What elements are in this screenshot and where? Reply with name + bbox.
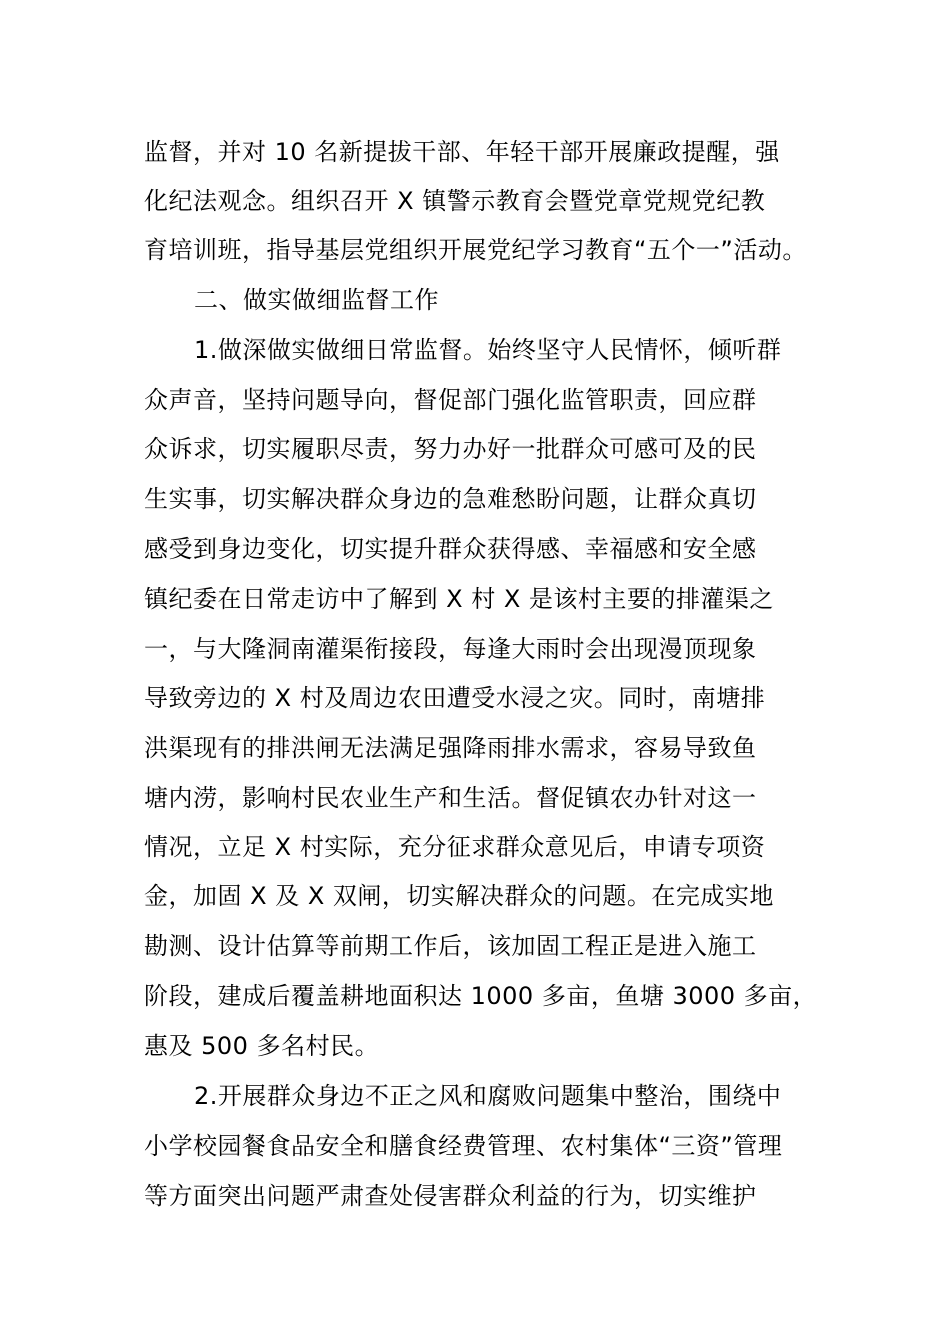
text-line: 洪渠现有的排洪闸无法满足强降雨排水需求，容易导致鱼 xyxy=(144,734,757,762)
text-line: 监督，并对 10 名新提拔干部、年轻干部开展廉政提醒，强 xyxy=(144,138,780,166)
text-line: 众声音，坚持问题导向，督促部门强化监管职责，回应群 xyxy=(144,386,757,414)
text-line: 2.开展群众身边不正之风和腐败问题集中整治，围绕中 xyxy=(194,1082,782,1110)
text-line: 阶段，建成后覆盖耕地面积达 1000 多亩，鱼塘 3000 多亩， xyxy=(144,982,818,1010)
text-line: 化纪法观念。组织召开 X 镇警示教育会暨党章党规党纪教 xyxy=(144,187,766,215)
text-line: 育培训班，指导基层党组织开展党纪学习教育“五个一”活动。 xyxy=(144,236,807,264)
text-line: 勘测、设计估算等前期工作后，该加固工程正是进入施工 xyxy=(144,932,757,960)
text-line: 众诉求，切实履职尽责，努力办好一批群众可感可及的民 xyxy=(144,435,757,463)
text-line: 导致旁边的 X 村及周边农田遭受水浸之灾。同时，南塘排 xyxy=(144,684,766,712)
text-line: 生实事，切实解决群众身边的急难愁盼问题，让群众真切 xyxy=(144,485,757,513)
section-heading: 二、做实做细监督工作 xyxy=(194,286,439,314)
text-line: 塘内涝，影响村民农业生产和生活。督促镇农办针对这一 xyxy=(144,784,757,812)
text-line: 一，与大隆洞南灌渠衔接段，每逢大雨时会出现漫顶现象 xyxy=(144,635,757,663)
text-line: 金，加固 X 及 X 双闸，切实解决群众的问题。在完成实地 xyxy=(144,882,774,910)
text-line: 镇纪委在日常走访中了解到 X 村 X 是该村主要的排灌渠之 xyxy=(144,585,774,613)
text-line: 1.做深做实做细日常监督。始终坚守人民情怀，倾听群 xyxy=(194,336,782,364)
text-line: 感受到身边变化，切实提升群众获得感、幸福感和安全感 xyxy=(144,535,757,563)
text-line: 惠及 500 多名村民。 xyxy=(144,1032,380,1060)
text-line: 等方面突出问题严肃查处侵害群众利益的行为，切实维护 xyxy=(144,1182,757,1210)
text-line: 小学校园餐食品安全和膳食经费管理、农村集体“三资”管理 xyxy=(144,1132,783,1160)
text-line: 情况，立足 X 村实际，充分征求群众意见后，申请专项资 xyxy=(144,833,766,861)
